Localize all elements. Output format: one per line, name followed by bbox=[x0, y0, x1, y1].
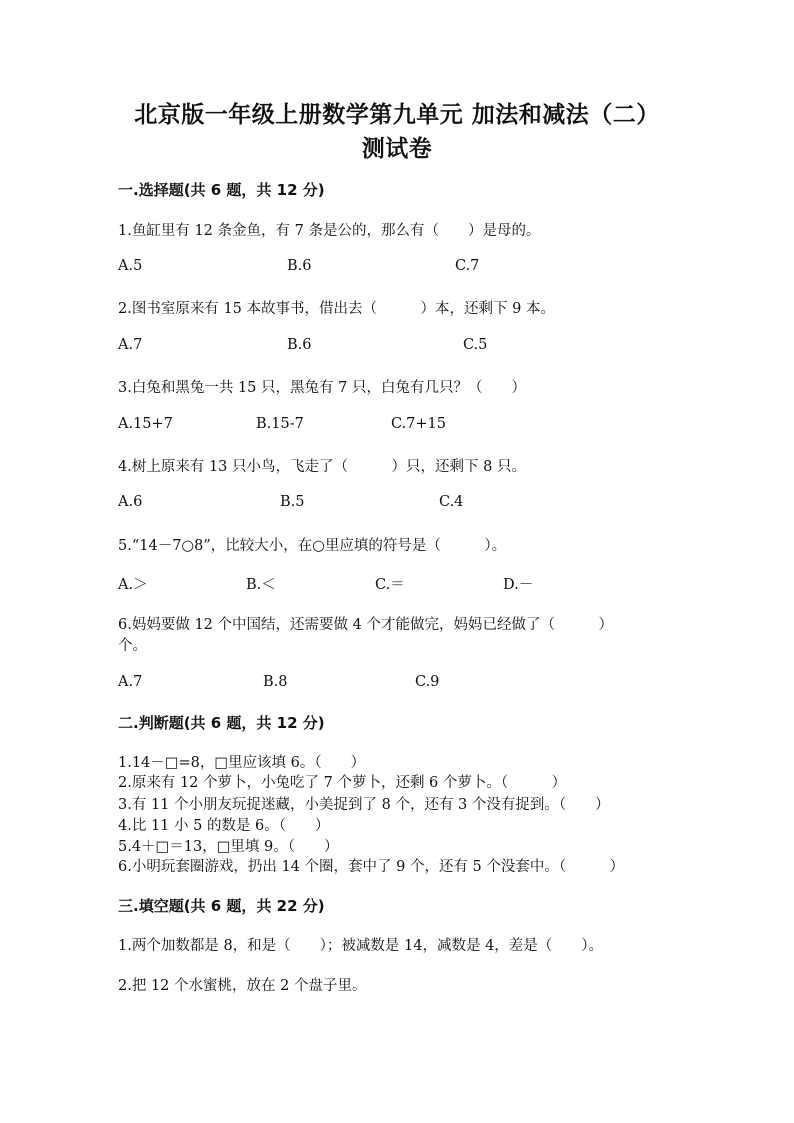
option-a: A.6 bbox=[118, 494, 143, 510]
option-b: B.15-7 bbox=[256, 416, 304, 432]
option-a: A.7 bbox=[118, 337, 143, 353]
option-b: B.5 bbox=[280, 494, 305, 510]
option-c: C.4 bbox=[439, 494, 464, 510]
option-c: C.＝ bbox=[375, 577, 405, 593]
option-b: B.6 bbox=[287, 337, 312, 353]
option-d: D.－ bbox=[503, 577, 534, 593]
option-c: C.7 bbox=[455, 258, 480, 274]
judge-item: 4.比 11 小 5 的数是 6。（ ） bbox=[118, 818, 330, 834]
question-text: 4.树上原来有 13 只小鸟，飞走了（ ）只，还剩下 8 只。 bbox=[118, 459, 526, 475]
question-text: 2.图书室原来有 15 本故事书，借出去（ ）本，还剩下 9 本。 bbox=[118, 301, 555, 317]
option-b: B.6 bbox=[287, 258, 312, 274]
option-c: C.9 bbox=[415, 674, 440, 690]
question-text: 6.妈妈要做 12 个中国结，还需要做 4 个才能做完，妈妈已经做了（ ） bbox=[118, 617, 613, 633]
option-a: A.＞ bbox=[118, 577, 148, 593]
question-text: 5.“14－7○8”，比较大小，在○里应填的符号是（ ）。 bbox=[118, 538, 507, 554]
fill-item: 1.两个加数都是 8，和是（ ）；被减数是 14，减数是 4，差是（ ）。 bbox=[118, 938, 604, 954]
section-heading-judge: 二.判断题(共 6 题，共 12 分) bbox=[118, 714, 325, 732]
judge-item: 6.小明玩套圈游戏，扔出 14 个圈，套中了 9 个，还有 5 个没套中。（ ） bbox=[118, 859, 625, 875]
page-subtitle: 测试卷 bbox=[361, 135, 433, 162]
judge-item: 5.4＋□＝13，□里填 9。（ ） bbox=[118, 839, 339, 855]
option-a: A.5 bbox=[118, 258, 143, 274]
option-a: A.7 bbox=[118, 674, 143, 690]
question-text: 3.白兔和黑兔一共 15 只，黑兔有 7 只，白兔有几只？（ ） bbox=[118, 380, 526, 396]
question-text-continued: 个。 bbox=[118, 638, 147, 654]
option-c: C.7+15 bbox=[391, 416, 447, 432]
section-heading-fill: 三.填空题(共 6 题，共 22 分) bbox=[118, 897, 325, 915]
option-b: B.＜ bbox=[246, 577, 276, 593]
judge-item: 2.原来有 12 个萝卜，小兔吃了 7 个萝卜，还剩 6 个萝卜。（ ） bbox=[118, 775, 567, 791]
fill-item: 2.把 12 个水蜜桃，放在 2 个盘子里。 bbox=[118, 978, 367, 994]
page-title: 北京版一年级上册数学第九单元 加法和减法（二） bbox=[134, 101, 660, 128]
judge-item: 1.14－□=8，□里应该填 6。（ ） bbox=[118, 755, 366, 771]
option-c: C.5 bbox=[463, 337, 488, 353]
judge-item: 3.有 11 个小朋友玩捉迷藏，小美捉到了 8 个，还有 3 个没有捉到。（ ） bbox=[118, 797, 610, 813]
option-a: A.15+7 bbox=[118, 416, 173, 432]
option-b: B.8 bbox=[263, 674, 288, 690]
section-heading-choice: 一.选择题(共 6 题，共 12 分) bbox=[118, 181, 325, 199]
question-text: 1.鱼缸里有 12 条金鱼，有 7 条是公的，那么有（ ）是母的。 bbox=[118, 223, 541, 239]
